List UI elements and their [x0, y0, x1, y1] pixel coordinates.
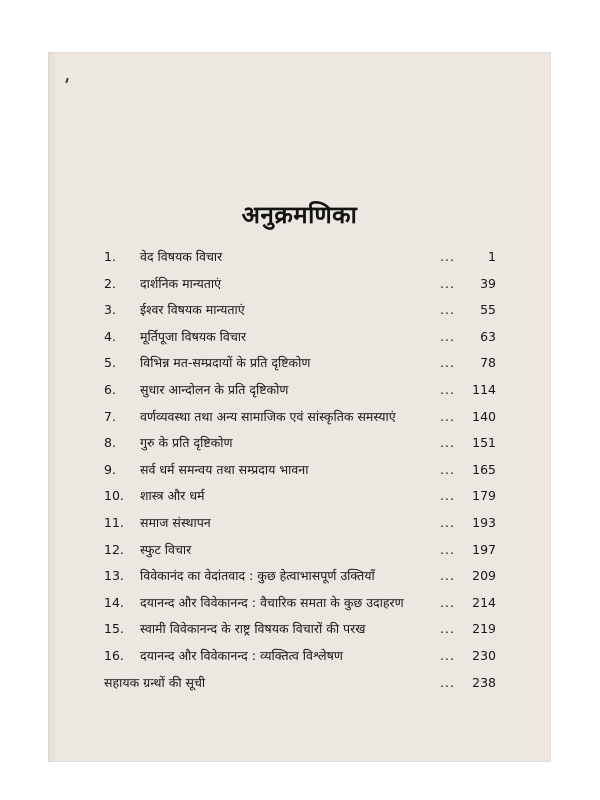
- toc-entry: [104, 381, 496, 408]
- entry-leader: ...: [440, 328, 455, 344]
- entry-leader: ...: [440, 275, 455, 291]
- entry-page-number: 209: [472, 568, 496, 584]
- toc-entry: [104, 354, 496, 381]
- entry-title: मूर्तिपूजा विषयक विचार: [140, 328, 247, 344]
- toc-entry: [104, 514, 496, 541]
- entry-leader: ...: [440, 408, 455, 424]
- entry-page-number: 39: [480, 275, 496, 291]
- entry-page-number: 151: [472, 435, 496, 451]
- entry-title: विवेकानंद का वेदांतवाद : कुछ हेत्वाभासपूर्ण उक्तियाँ: [140, 568, 375, 584]
- page-mark: [65, 78, 69, 83]
- entry-number: 4.: [104, 328, 116, 344]
- entry-number: 15.: [104, 621, 124, 637]
- entry-page-number: 219: [472, 621, 496, 637]
- entry-number: 16.: [104, 647, 124, 663]
- entry-leader: ...: [440, 541, 455, 557]
- entry-page-number: 63: [480, 328, 496, 344]
- entry-number: 11.: [104, 514, 124, 530]
- entry-leader: ...: [440, 594, 455, 610]
- toc-entry: [104, 647, 496, 674]
- entry-number: 10.: [104, 488, 124, 504]
- entry-number: 8.: [104, 435, 116, 451]
- entry-leader: ...: [440, 514, 455, 530]
- entry-page-number: 1: [488, 249, 496, 264]
- entry-title: दयानन्द और विवेकानन्द : वैचारिक समता के कुछ उदाहरण: [140, 594, 404, 610]
- toc-entry: [104, 461, 496, 488]
- entry-page-number: 230: [472, 647, 496, 663]
- entry-leader: ...: [440, 461, 455, 477]
- entry-title: गुरु के प्रति दृष्टिकोण: [140, 435, 233, 451]
- entry-title: सुधार आन्दोलन के प्रति दृष्टिकोण: [140, 381, 289, 397]
- entry-number: 3.: [104, 302, 116, 318]
- entry-title: दार्शनिक मान्यताएं: [140, 275, 222, 291]
- entry-page-number: 238: [472, 674, 496, 690]
- entry-page-number: 140: [472, 408, 496, 424]
- toc-entry: [104, 275, 496, 302]
- entry-page-number: 55: [480, 302, 496, 318]
- toc-entry: [104, 541, 496, 568]
- toc-entry: [104, 434, 496, 461]
- entry-leader: ...: [440, 381, 455, 397]
- entry-title: समाज संस्थापन: [140, 514, 211, 530]
- entry-page-number: 197: [472, 541, 496, 557]
- table-of-contents: [104, 248, 496, 700]
- entry-number: 1.: [104, 249, 116, 264]
- toc-entry: [104, 567, 496, 594]
- entry-leader: ...: [440, 302, 455, 318]
- entry-page-number: 114: [472, 381, 496, 397]
- entry-title: वेद विषयक विचार: [140, 249, 223, 264]
- entry-number: 5.: [104, 355, 116, 371]
- entry-title: ईश्वर विषयक मान्यताएं: [140, 302, 245, 318]
- entry-title: स्वामी विवेकानन्द के राष्ट्र विषयक विचारों की परख: [140, 621, 366, 637]
- entry-leader: ...: [440, 355, 455, 371]
- entry-page-number: 179: [472, 488, 496, 504]
- entry-leader: ...: [440, 249, 455, 264]
- page-fold-shadow: [48, 52, 58, 762]
- entry-number: 9.: [104, 461, 116, 477]
- entry-title: वर्णव्यवस्था तथा अन्य सामाजिक एवं सांस्कृतिक समस्याएं: [140, 408, 396, 424]
- toc-entry: [104, 408, 496, 435]
- entry-leader: ...: [440, 621, 455, 637]
- entry-title: शास्त्र और धर्म: [140, 488, 205, 504]
- toc-entry: [104, 248, 496, 275]
- entry-number: 7.: [104, 408, 116, 424]
- page-title: अनुक्रमणिका: [241, 201, 358, 229]
- toc-entry: [104, 328, 496, 355]
- book-page: [48, 52, 551, 762]
- entry-title: सहायक ग्रन्थों की सूची: [104, 674, 206, 690]
- entry-page-number: 214: [472, 594, 496, 610]
- toc-entry: [104, 301, 496, 328]
- toc-appendix-entry: [104, 674, 496, 701]
- entry-leader: ...: [440, 488, 455, 504]
- entry-leader: ...: [440, 647, 455, 663]
- entry-page-number: 78: [480, 355, 496, 371]
- entry-page-number: 193: [472, 514, 496, 530]
- entry-title: दयानन्द और विवेकानन्द : व्यक्तित्व विश्लेषण: [140, 647, 343, 663]
- entry-title: स्फुट विचार: [140, 541, 192, 557]
- entry-title: सर्व धर्म समन्वय तथा सम्प्रदाय भावना: [140, 461, 309, 477]
- entry-leader: ...: [440, 674, 455, 690]
- toc-entry: [104, 487, 496, 514]
- entry-number: 12.: [104, 541, 124, 557]
- entry-leader: ...: [440, 568, 455, 584]
- entry-number: 2.: [104, 275, 116, 291]
- entry-number: 6.: [104, 381, 116, 397]
- entry-title: विभिन्न मत-सम्प्रदायों के प्रति दृष्टिकोण: [140, 355, 311, 371]
- entry-number: 13.: [104, 568, 124, 584]
- entry-number: 14.: [104, 594, 124, 610]
- toc-entry: [104, 594, 496, 621]
- toc-entry: [104, 620, 496, 647]
- entry-leader: ...: [440, 435, 455, 451]
- entry-page-number: 165: [472, 461, 496, 477]
